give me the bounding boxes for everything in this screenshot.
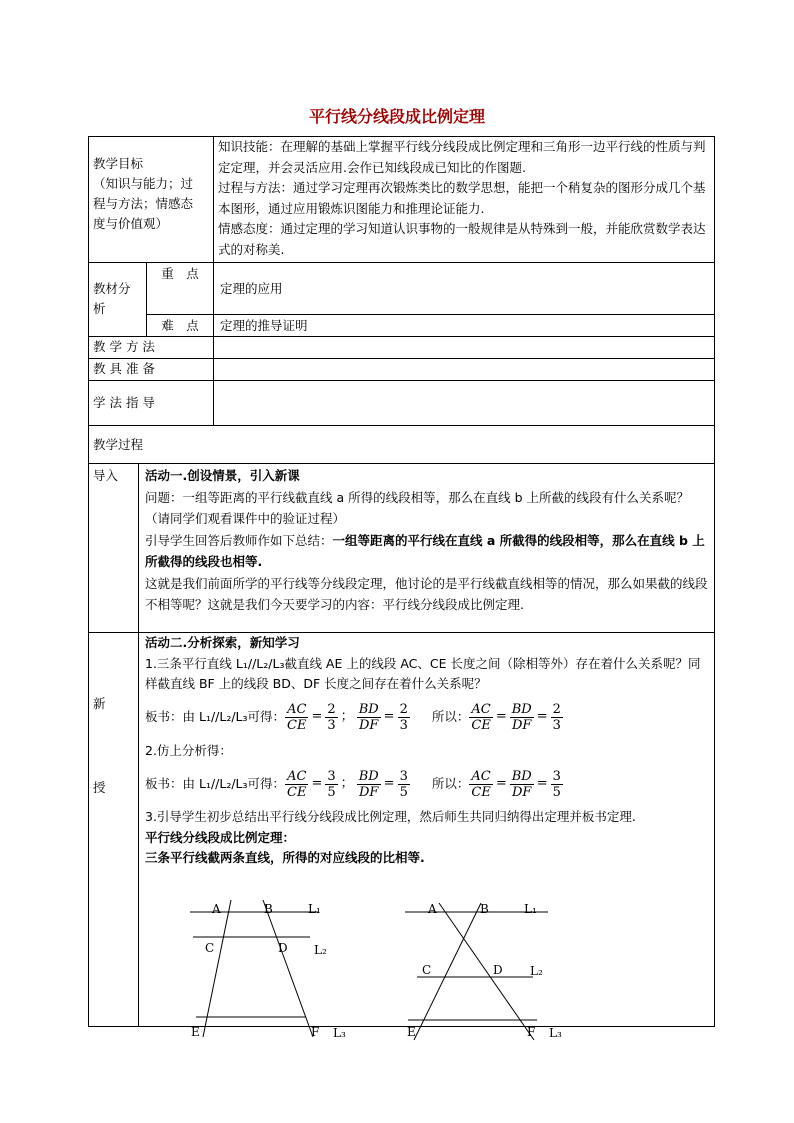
- intro-label: 导入: [93, 468, 119, 483]
- question-1: 1.三条平行直线 L₁//L₂/L₃截直线 AE 上的线段 AC、CE 长度之间（除相等外）存在着什么关系呢？同样截直线 BF 上的线段 BD、DF 长度之间存在着什么关系呢？: [145, 655, 701, 691]
- fraction: $\frac{AC}{CE}$: [287, 768, 307, 800]
- fraction: $\frac{BD}{DF}$: [511, 768, 532, 800]
- label-l1: L₁: [524, 902, 537, 916]
- intro-question: 问题：一组等距离的平行线截直线 a 所得的线段相等，那么在直线 b 上所截的线段有什么关系呢？（请同学们观看课件中的验证过程）: [145, 489, 689, 526]
- key-point-label: 重 点: [161, 266, 199, 281]
- label-d: D: [493, 963, 503, 977]
- fraction: $\frac{3}{5}$: [552, 768, 561, 800]
- fraction: $\frac{2}{3}$: [552, 702, 561, 733]
- label-a: A: [428, 902, 437, 916]
- label-f: F: [527, 1025, 536, 1039]
- intro-summary: 引导学生回答后教师作如下总结：一组等距离的平行线在直线 a 所截得的线段相等，那么在直线 b 上所截得的线段也相等.: [145, 532, 705, 569]
- label-l2: L₂: [530, 964, 543, 978]
- label-l2: L₂: [314, 943, 327, 957]
- label-d: D: [278, 941, 288, 955]
- label-a: A: [212, 902, 221, 916]
- new-lesson-heading: 活动二.分析探索，新知学习: [145, 635, 300, 650]
- board-1: 板书：由 L₁//L₂/L₃可得： $\frac{AC}{CE}$ = $\frac{2}{3}$ ； $\frac{BD}{DF}$ = $\frac{2}{3}$ 所以： $\frac{AC}{CE}$ = $\frac{BD}{DF}$ = $\frac{2}{3}$: [145, 702, 561, 733]
- new-lesson-label-bottom: 授: [93, 780, 106, 795]
- fraction: $\frac{BD}{DF}$: [358, 768, 379, 800]
- page-title: 平行线分线段成比例定理: [308, 107, 485, 126]
- fraction: $\frac{AC}{CE}$: [471, 702, 491, 733]
- figure-left: [190, 900, 318, 1037]
- label-l3: L₃: [549, 1026, 562, 1040]
- label-e: E: [191, 1025, 200, 1039]
- line-ae: [203, 900, 231, 1037]
- theorem-text: 三条平行线截两条直线，所得的对应线段的比相等.: [145, 850, 425, 865]
- board-2: 板书：由 L₁//L₂/L₃可得： $\frac{AC}{CE}$ = $\frac{3}{5}$ ； $\frac{BD}{DF}$ = $\frac{3}{5}$ 所以： $\frac{AC}{CE}$ = $\frac{BD}{DF}$ = $\frac{3}{5}$: [145, 768, 561, 800]
- materials-label: 教材分 析: [93, 281, 131, 316]
- line-af: [439, 903, 534, 1040]
- new-lesson-label-top: 新: [93, 696, 106, 711]
- line-bf: [263, 900, 313, 1037]
- question-2: 2.仿上分析得：: [145, 742, 232, 758]
- fraction: $\frac{AC}{CE}$: [287, 702, 307, 733]
- question-3: 3.引导学生初步总结出平行线分线段成比例定理，然后师生共同归纳得出定理并板书定理.: [145, 809, 636, 824]
- process-label: 教学过程: [93, 437, 144, 452]
- teaching-method-label: 教 学 方 法: [93, 339, 155, 354]
- fraction: $\frac{AC}{CE}$: [471, 768, 491, 800]
- key-point-value: 定理的应用: [220, 281, 283, 296]
- difficulty-value: 定理的推导证明: [220, 318, 308, 333]
- difficulty-label: 难 点: [161, 318, 199, 333]
- label-e: E: [407, 1025, 416, 1039]
- intro-transition: 这就是我们前面所学的平行线等分线段定理，他讨论的是平行线截直线相等的情况，那么如果截的线段不相等呢？这就是我们今天要学习的内容：平行线分线段成比例定理.: [145, 575, 708, 612]
- label-f: F: [311, 1025, 320, 1039]
- fraction: $\frac{BD}{DF}$: [511, 702, 532, 733]
- label-b: B: [480, 902, 489, 916]
- theorem-title: 平行线分线段成比例定理：: [145, 829, 296, 845]
- fraction: $\frac{2}{3}$: [399, 702, 408, 733]
- teaching-tools-label: 教 具 准 备: [93, 361, 155, 376]
- intro-heading: 活动一.创设情景，引入新课: [145, 468, 300, 483]
- label-l3: L₃: [333, 1026, 346, 1040]
- label-b: B: [264, 902, 273, 916]
- fraction: $\frac{3}{5}$: [327, 768, 336, 800]
- label-c: C: [205, 941, 215, 955]
- label-c: C: [422, 963, 432, 977]
- label-l1: L₁: [308, 902, 321, 916]
- fraction: $\frac{3}{5}$: [399, 768, 408, 800]
- fraction: $\frac{2}{3}$: [327, 702, 336, 733]
- objectives-label: 教学目标 （知识与能力；过 程与方法；情感态 度与价值观）: [93, 156, 194, 231]
- objectives-content: 知识技能：在理解的基础上掌握平行线分线段成比例定理和三角形一边平行线的性质与判定定理，并会灵活应用.会作已知线段成已知比的作图题. 过程与方法：通过学习定理再次锻炼类比的数学思想，能把一个稍复杂的图形分成几个基本图形，通过应用锻炼识图能力和推理论证能力. 情感态度：通过定理的学习知道认识事物的一般规律是从特殊到一般，并能欣赏数学表达式的对称美.: [218, 139, 706, 257]
- study-method-label: 学 法 指 导: [93, 395, 155, 410]
- fraction: $\frac{BD}{DF}$: [358, 702, 379, 733]
